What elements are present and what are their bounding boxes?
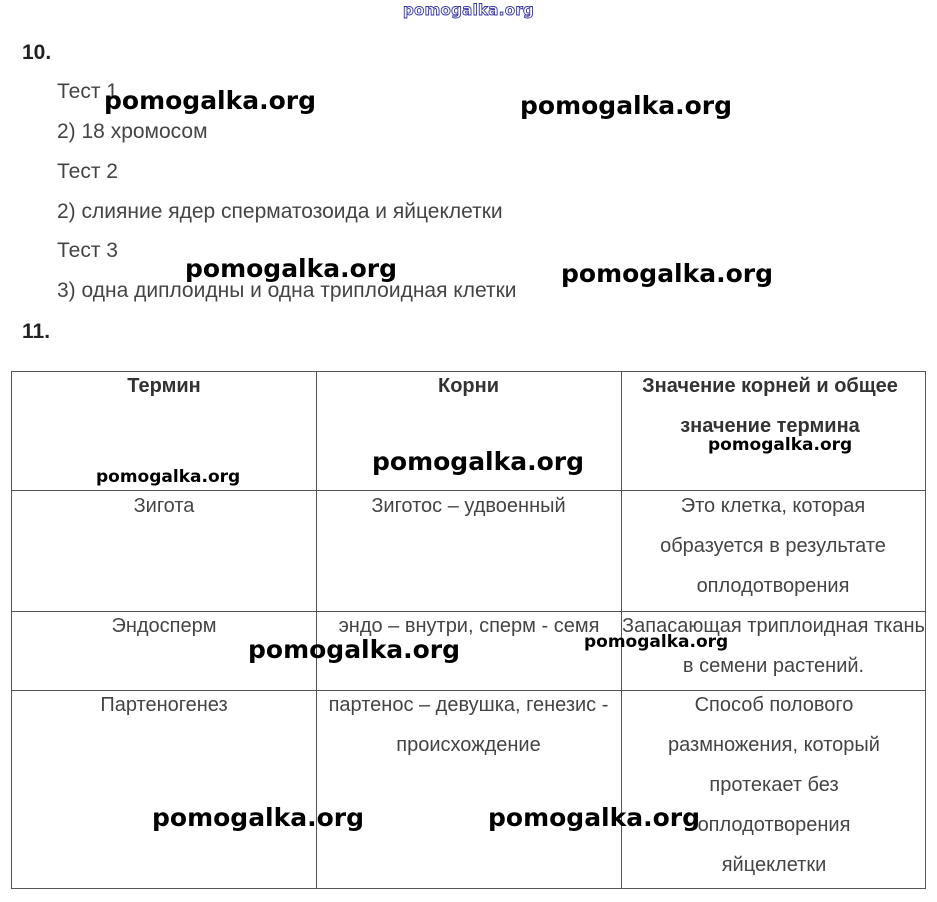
- task-11-number: 11.: [22, 320, 51, 343]
- header-meaning: Значение корней и общее значение термина: [642, 375, 898, 437]
- table-row-meaning: Способ полового размножения, который протекает без оплодотворения яйцеклетки: [668, 694, 880, 876]
- watermark-text: pomogalka.org: [708, 435, 853, 455]
- table-row-term: Эндосперм: [111, 615, 217, 637]
- watermark-text: pomogalka.org: [520, 91, 733, 120]
- test-2-answer: 2) слияние ядер сперматозоида и яйцеклетки: [57, 200, 503, 223]
- test-1-answer: 2) 18 хромосом: [57, 120, 208, 143]
- table-row-roots: Зиготос – удвоенный: [371, 495, 566, 517]
- table-row-roots: партенос – девушка, генезис - происхождение: [328, 694, 609, 756]
- watermark-text: pomogalka.org: [372, 447, 585, 476]
- header-roots: Корни: [437, 375, 499, 397]
- header-term: Термин: [127, 375, 201, 397]
- watermark-text: pomogalka.org: [152, 803, 365, 832]
- test-1-label: Тест 1: [57, 80, 118, 103]
- table-row-term: Зигота: [133, 495, 195, 517]
- table-row-meaning: Запасающая триплоидная ткань в семени растений.: [622, 615, 925, 677]
- watermark-text: pomogalka.org: [488, 803, 701, 832]
- watermark-text: pomogalka.org: [248, 635, 461, 664]
- watermark-text: pomogalka.org: [104, 86, 317, 115]
- test-2-label: Тест 2: [57, 160, 118, 183]
- test-3-answer: 3) одна диплоидны и одна триплоидная клетки: [57, 279, 517, 302]
- watermark-text: pomogalka.org: [185, 254, 398, 283]
- table-row-term: Партеногенез: [100, 694, 228, 716]
- task-10-number: 10.: [22, 41, 52, 64]
- watermark-text: pomogalka.org: [561, 259, 774, 288]
- table-row-meaning: Это клетка, которая образуется в результате оплодотворения: [660, 495, 886, 597]
- watermark-text: pomogalka.org: [584, 632, 729, 652]
- test-3-label: Тест 3: [57, 239, 118, 262]
- site-watermark: pomogalka.org: [402, 1, 535, 19]
- watermark-text: pomogalka.org: [96, 467, 241, 487]
- table-row-roots: эндо – внутри, сперм - семя: [338, 615, 600, 637]
